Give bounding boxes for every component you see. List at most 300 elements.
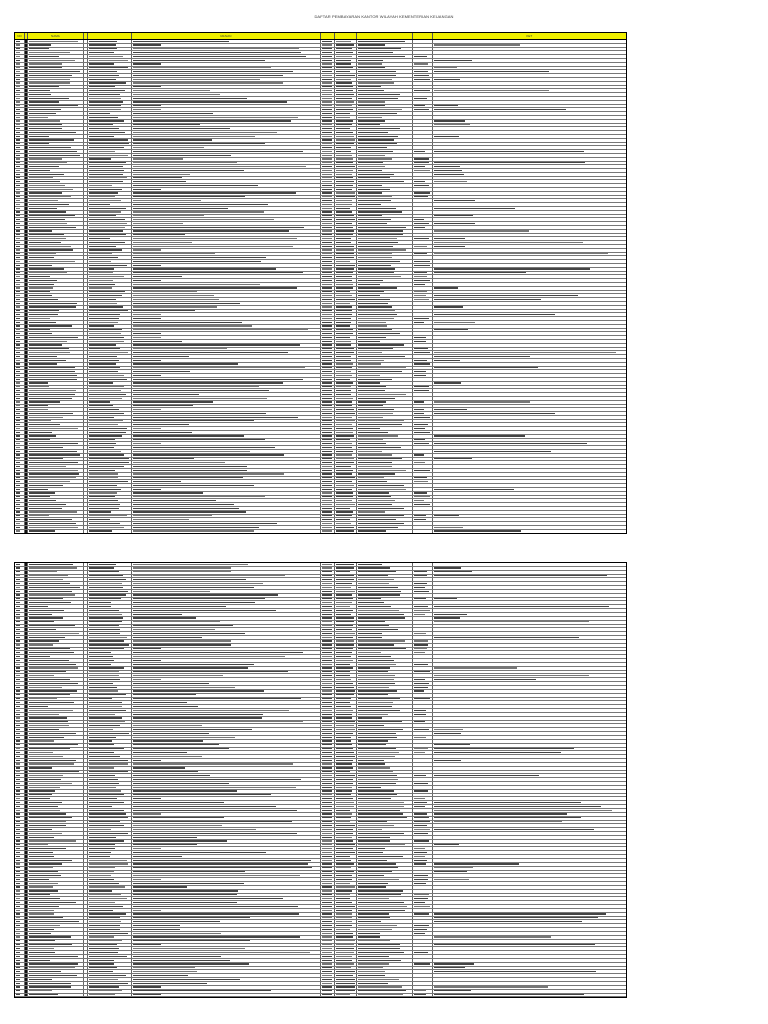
table-cell bbox=[28, 435, 84, 438]
table-cell bbox=[28, 851, 84, 854]
table-cell bbox=[132, 237, 321, 240]
cell-text-mark bbox=[133, 215, 204, 216]
table-cell bbox=[335, 184, 357, 187]
cell-text-mark bbox=[336, 990, 355, 991]
table-cell bbox=[335, 264, 357, 267]
cell-text-mark bbox=[336, 158, 353, 159]
cell-text-mark bbox=[16, 41, 20, 42]
table-cell bbox=[357, 215, 413, 218]
cell-text-mark bbox=[133, 41, 229, 42]
table-cell bbox=[28, 492, 84, 495]
cell-text-mark bbox=[29, 640, 59, 641]
table-cell bbox=[28, 897, 84, 900]
cell-text-mark bbox=[16, 67, 20, 68]
table-cell bbox=[321, 344, 335, 347]
cell-text-mark bbox=[133, 451, 250, 452]
table-cell bbox=[357, 131, 413, 134]
table-cell bbox=[335, 813, 357, 816]
table-cell bbox=[413, 484, 433, 487]
cell-text-mark bbox=[133, 629, 215, 630]
cell-text-mark bbox=[89, 591, 128, 592]
table-cell bbox=[88, 847, 132, 850]
table-cell bbox=[433, 461, 626, 464]
cell-text-mark bbox=[89, 162, 126, 163]
table-cell bbox=[335, 782, 357, 785]
cell-text-mark bbox=[89, 458, 129, 459]
cell-text-mark bbox=[29, 113, 56, 114]
table-cell bbox=[321, 786, 335, 789]
cell-text-mark bbox=[322, 640, 332, 641]
cell-text-mark bbox=[133, 633, 245, 634]
cell-text-mark bbox=[89, 940, 122, 941]
cell-text-mark bbox=[29, 794, 52, 795]
cell-text-mark bbox=[336, 390, 351, 391]
table-cell bbox=[357, 435, 413, 438]
cell-text-mark bbox=[336, 860, 351, 861]
table-cell bbox=[433, 397, 626, 400]
table-cell bbox=[28, 177, 84, 180]
table-cell bbox=[413, 70, 433, 73]
cell-text-mark bbox=[29, 979, 52, 980]
table-cell bbox=[321, 215, 335, 218]
table-cell bbox=[433, 518, 626, 521]
table-cell bbox=[132, 515, 321, 518]
table-cell bbox=[132, 412, 321, 415]
cell-text-mark bbox=[16, 986, 20, 987]
table-cell bbox=[132, 321, 321, 324]
table-cell bbox=[335, 530, 357, 533]
table-cell bbox=[433, 763, 626, 766]
cell-text-mark bbox=[29, 238, 66, 239]
cell-text-mark bbox=[16, 617, 20, 618]
table-cell bbox=[321, 940, 335, 943]
table-cell bbox=[433, 435, 626, 438]
cell-text-mark bbox=[434, 775, 539, 776]
table-cell bbox=[132, 306, 321, 309]
cell-text-mark bbox=[358, 386, 386, 387]
table-cell bbox=[433, 701, 626, 704]
cell-text-mark bbox=[16, 875, 20, 876]
cell-text-mark bbox=[414, 933, 425, 934]
cell-text-mark bbox=[358, 886, 386, 887]
table-cell bbox=[433, 851, 626, 854]
cell-text-mark bbox=[29, 617, 63, 618]
cell-text-mark bbox=[336, 439, 350, 440]
cell-text-mark bbox=[434, 166, 460, 167]
table-cell bbox=[88, 203, 132, 206]
cell-text-mark bbox=[133, 587, 254, 588]
table-cell bbox=[15, 408, 25, 411]
table-cell bbox=[413, 801, 433, 804]
table-cell bbox=[28, 575, 84, 578]
table-cell bbox=[132, 44, 321, 47]
cell-text-mark bbox=[336, 143, 354, 144]
cell-text-mark bbox=[133, 185, 258, 186]
table-cell bbox=[433, 974, 626, 977]
cell-text-mark bbox=[336, 652, 352, 653]
cell-text-mark bbox=[89, 367, 120, 368]
cell-text-mark bbox=[358, 883, 388, 884]
cell-text-mark bbox=[89, 767, 114, 768]
cell-text-mark bbox=[358, 894, 401, 895]
table-cell bbox=[357, 367, 413, 370]
cell-text-mark bbox=[358, 356, 405, 357]
table-cell bbox=[88, 728, 132, 731]
cell-text-mark bbox=[89, 390, 121, 391]
table-cell bbox=[88, 70, 132, 73]
cell-text-mark bbox=[414, 272, 427, 273]
cell-text-mark bbox=[89, 420, 123, 421]
table-cell bbox=[88, 840, 132, 843]
cell-text-mark bbox=[434, 295, 578, 296]
cell-text-mark bbox=[434, 44, 520, 45]
table-cell bbox=[28, 184, 84, 187]
cell-text-mark bbox=[434, 443, 587, 444]
cell-text-mark bbox=[29, 227, 76, 228]
cell-text-mark bbox=[16, 863, 20, 864]
cell-text-mark bbox=[16, 508, 20, 509]
cell-text-mark bbox=[133, 470, 247, 471]
cell-text-mark bbox=[29, 833, 62, 834]
table-cell bbox=[88, 586, 132, 589]
cell-text-mark bbox=[358, 56, 405, 57]
table-cell bbox=[15, 786, 25, 789]
cell-text-mark bbox=[29, 337, 78, 338]
table-cell bbox=[88, 226, 132, 229]
table-cell bbox=[357, 698, 413, 701]
cell-text-mark bbox=[358, 867, 398, 868]
table-row bbox=[15, 530, 626, 534]
table-cell bbox=[433, 492, 626, 495]
cell-text-mark bbox=[89, 44, 116, 45]
table-cell bbox=[413, 363, 433, 366]
table-cell bbox=[15, 162, 25, 165]
table-cell bbox=[357, 959, 413, 962]
table-cell bbox=[15, 446, 25, 449]
table-cell bbox=[15, 351, 25, 354]
table-cell bbox=[321, 515, 335, 518]
cell-text-mark bbox=[358, 394, 406, 395]
table-cell bbox=[357, 522, 413, 525]
table-cell bbox=[357, 774, 413, 777]
table-cell bbox=[335, 70, 357, 73]
cell-text-mark bbox=[89, 174, 123, 175]
table-cell bbox=[28, 863, 84, 866]
table-cell bbox=[433, 878, 626, 881]
table-cell bbox=[28, 940, 84, 943]
table-cell bbox=[28, 188, 84, 191]
table-cell bbox=[321, 120, 335, 123]
cell-text-mark bbox=[16, 621, 20, 622]
cell-text-mark bbox=[133, 48, 299, 49]
table-cell bbox=[357, 940, 413, 943]
cell-text-mark bbox=[434, 944, 595, 945]
cell-text-mark bbox=[322, 341, 332, 342]
table-cell bbox=[88, 786, 132, 789]
cell-text-mark bbox=[16, 575, 20, 576]
table-cell bbox=[28, 594, 84, 597]
cell-text-mark bbox=[133, 371, 190, 372]
cell-text-mark bbox=[358, 940, 390, 941]
table-cell bbox=[335, 563, 357, 566]
cell-text-mark bbox=[16, 234, 20, 235]
cell-text-mark bbox=[16, 829, 20, 830]
table-cell bbox=[357, 63, 413, 66]
cell-text-mark bbox=[133, 257, 266, 258]
cell-text-mark bbox=[358, 714, 388, 715]
cell-text-mark bbox=[414, 898, 428, 899]
table-cell bbox=[15, 563, 25, 566]
table-cell bbox=[357, 439, 413, 442]
table-cell bbox=[357, 994, 413, 997]
table-cell bbox=[88, 924, 132, 927]
cell-text-mark bbox=[336, 348, 354, 349]
cell-text-mark bbox=[29, 208, 57, 209]
table-cell bbox=[28, 59, 84, 62]
table-cell bbox=[28, 143, 84, 146]
table-cell bbox=[413, 744, 433, 747]
cell-text-mark bbox=[358, 667, 390, 668]
table-cell bbox=[335, 298, 357, 301]
table-cell bbox=[132, 790, 321, 793]
table-cell bbox=[321, 951, 335, 954]
table-cell bbox=[413, 967, 433, 970]
table-cell bbox=[28, 416, 84, 419]
cell-text-mark bbox=[89, 871, 114, 872]
table-cell bbox=[433, 162, 626, 165]
cell-text-mark bbox=[16, 398, 20, 399]
table-cell bbox=[28, 959, 84, 962]
table-cell bbox=[357, 480, 413, 483]
cell-text-mark bbox=[434, 921, 582, 922]
cell-text-mark bbox=[434, 863, 519, 864]
cell-text-mark bbox=[16, 833, 20, 834]
table-cell bbox=[357, 442, 413, 445]
table-cell bbox=[132, 913, 321, 916]
table-cell bbox=[413, 886, 433, 889]
table-cell bbox=[88, 867, 132, 870]
cell-text-mark bbox=[322, 306, 332, 307]
table-cell bbox=[335, 828, 357, 831]
table-cell bbox=[28, 951, 84, 954]
table-cell bbox=[433, 310, 626, 313]
table-cell bbox=[433, 241, 626, 244]
table-cell bbox=[357, 894, 413, 897]
table-cell bbox=[335, 744, 357, 747]
table-cell bbox=[433, 982, 626, 985]
table-cell bbox=[357, 108, 413, 111]
table-cell bbox=[321, 473, 335, 476]
cell-text-mark bbox=[322, 508, 332, 509]
cell-text-mark bbox=[358, 683, 395, 684]
cell-text-mark bbox=[133, 401, 213, 402]
cell-text-mark bbox=[16, 71, 20, 72]
table-cell bbox=[321, 690, 335, 693]
cell-text-mark bbox=[358, 211, 402, 212]
table-cell bbox=[132, 947, 321, 950]
table-cell bbox=[357, 188, 413, 191]
table-cell bbox=[433, 199, 626, 202]
cell-text-mark bbox=[358, 986, 402, 987]
cell-text-mark bbox=[16, 602, 20, 603]
table-cell bbox=[335, 503, 357, 506]
table-cell bbox=[15, 154, 25, 157]
table-cell bbox=[15, 751, 25, 754]
cell-text-mark bbox=[434, 936, 551, 937]
table-cell bbox=[413, 871, 433, 874]
table-cell bbox=[413, 836, 433, 839]
table-cell bbox=[88, 253, 132, 256]
table-cell bbox=[88, 797, 132, 800]
cell-text-mark bbox=[16, 462, 20, 463]
table-cell bbox=[413, 663, 433, 666]
cell-text-mark bbox=[89, 771, 128, 772]
cell-text-mark bbox=[336, 511, 353, 512]
cell-text-mark bbox=[89, 417, 114, 418]
cell-text-mark bbox=[336, 417, 352, 418]
cell-text-mark bbox=[16, 706, 20, 707]
cell-text-mark bbox=[89, 706, 122, 707]
cell-text-mark bbox=[322, 398, 332, 399]
table-cell bbox=[132, 150, 321, 153]
table-cell bbox=[15, 226, 25, 229]
cell-text-mark bbox=[414, 71, 428, 72]
cell-text-mark bbox=[336, 748, 353, 749]
table-cell bbox=[132, 378, 321, 381]
cell-text-mark bbox=[16, 530, 20, 531]
cell-text-mark bbox=[29, 975, 77, 976]
table-cell bbox=[132, 256, 321, 259]
cell-text-mark bbox=[16, 848, 20, 849]
table-cell bbox=[28, 499, 84, 502]
table-cell bbox=[357, 736, 413, 739]
table-cell bbox=[321, 847, 335, 850]
table-cell bbox=[413, 215, 433, 218]
table-cell bbox=[357, 655, 413, 658]
cell-text-mark bbox=[322, 625, 332, 626]
cell-text-mark bbox=[89, 447, 114, 448]
cell-text-mark bbox=[322, 158, 332, 159]
cell-text-mark bbox=[336, 813, 352, 814]
cell-text-mark bbox=[16, 956, 20, 957]
table-cell bbox=[15, 767, 25, 770]
cell-text-mark bbox=[322, 227, 332, 228]
cell-text-mark bbox=[336, 752, 354, 753]
table-cell bbox=[132, 499, 321, 502]
cell-text-mark bbox=[358, 579, 394, 580]
cell-text-mark bbox=[29, 983, 71, 984]
cell-text-mark bbox=[89, 489, 121, 490]
cell-text-mark bbox=[414, 227, 425, 228]
table-cell bbox=[88, 348, 132, 351]
table-cell bbox=[321, 397, 335, 400]
table-cell bbox=[413, 302, 433, 305]
cell-text-mark bbox=[16, 473, 20, 474]
table-cell bbox=[357, 924, 413, 927]
cell-text-mark bbox=[29, 917, 63, 918]
cell-text-mark bbox=[322, 98, 332, 99]
table-cell bbox=[28, 778, 84, 781]
table-cell bbox=[132, 932, 321, 935]
table-cell bbox=[321, 805, 335, 808]
cell-text-mark bbox=[336, 694, 354, 695]
table-cell bbox=[335, 370, 357, 373]
cell-text-mark bbox=[358, 598, 381, 599]
cell-text-mark bbox=[16, 420, 20, 421]
cell-text-mark bbox=[322, 208, 332, 209]
table-cell bbox=[413, 586, 433, 589]
cell-text-mark bbox=[89, 257, 118, 258]
table-cell bbox=[413, 454, 433, 457]
cell-text-mark bbox=[16, 821, 20, 822]
cell-text-mark bbox=[322, 174, 332, 175]
table-cell bbox=[321, 644, 335, 647]
cell-text-mark bbox=[29, 101, 59, 102]
cell-text-mark bbox=[358, 162, 383, 163]
table-cell bbox=[15, 847, 25, 850]
cell-text-mark bbox=[133, 435, 244, 436]
table-cell bbox=[433, 359, 626, 362]
table-cell bbox=[88, 836, 132, 839]
cell-text-mark bbox=[414, 714, 426, 715]
table-cell bbox=[88, 590, 132, 593]
table-cell bbox=[357, 348, 413, 351]
cell-text-mark bbox=[358, 660, 394, 661]
cell-text-mark bbox=[133, 432, 192, 433]
table-cell bbox=[88, 897, 132, 900]
cell-text-mark bbox=[29, 200, 58, 201]
cell-text-mark bbox=[434, 871, 467, 872]
cell-text-mark bbox=[358, 143, 397, 144]
cell-text-mark bbox=[133, 265, 161, 266]
table-cell bbox=[433, 863, 626, 866]
table-cell bbox=[433, 567, 626, 570]
table-cell bbox=[357, 234, 413, 237]
cell-text-mark bbox=[133, 420, 254, 421]
table-cell bbox=[413, 306, 433, 309]
cell-text-mark bbox=[89, 975, 126, 976]
cell-text-mark bbox=[133, 771, 198, 772]
table-cell bbox=[433, 230, 626, 233]
table-cell bbox=[433, 302, 626, 305]
cell-text-mark bbox=[322, 242, 332, 243]
table-cell bbox=[321, 386, 335, 389]
table-cell bbox=[15, 655, 25, 658]
cell-text-mark bbox=[133, 117, 298, 118]
cell-text-mark bbox=[358, 424, 402, 425]
cell-text-mark bbox=[29, 466, 66, 467]
table-cell bbox=[335, 458, 357, 461]
cell-text-mark bbox=[336, 185, 353, 186]
table-cell bbox=[15, 744, 25, 747]
table-cell bbox=[28, 771, 84, 774]
table-cell bbox=[335, 131, 357, 134]
cell-text-mark bbox=[89, 748, 124, 749]
cell-text-mark bbox=[322, 485, 332, 486]
cell-text-mark bbox=[322, 211, 332, 212]
table-cell bbox=[433, 774, 626, 777]
cell-text-mark bbox=[29, 79, 70, 80]
table-cell bbox=[413, 336, 433, 339]
table-cell bbox=[88, 336, 132, 339]
table-cell bbox=[321, 272, 335, 275]
table-cell bbox=[413, 986, 433, 989]
table-cell bbox=[357, 454, 413, 457]
cell-text-mark bbox=[358, 606, 391, 607]
cell-text-mark bbox=[133, 737, 235, 738]
cell-text-mark bbox=[414, 185, 429, 186]
table-cell bbox=[413, 101, 433, 104]
